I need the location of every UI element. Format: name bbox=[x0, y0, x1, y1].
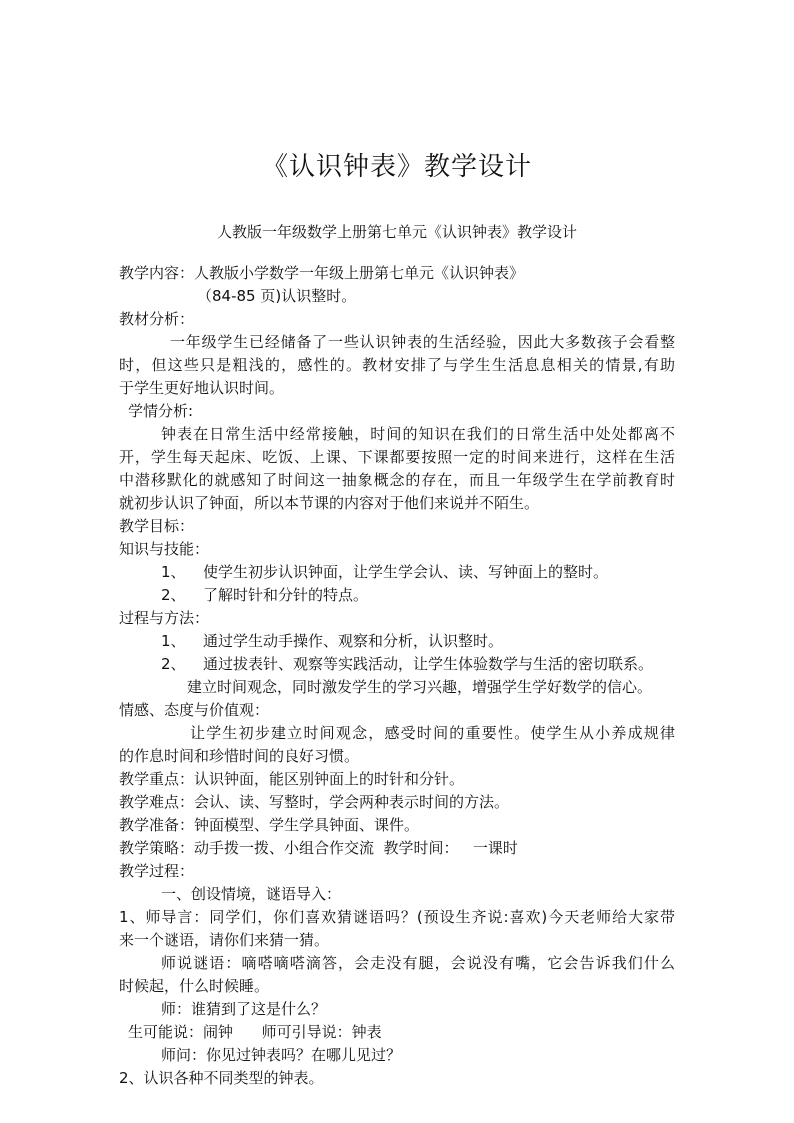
difficulties-line: 教学难点：会认、读、写整时，学会两种表示时间的方法。 bbox=[119, 793, 510, 811]
paragraph-line: 钟表在日常生活中经常接触，时间的知识在我们的日常生活中处处都离不 bbox=[161, 425, 675, 443]
list-item bbox=[161, 653, 721, 676]
strategy-line: 教学策略：动手拨一拨、小组合作交流 教学时间： 一课时 bbox=[119, 839, 518, 857]
paragraph-line: 时候起，什么时候睡。 bbox=[119, 977, 270, 995]
paragraph-line: 就初步认识了钟面，所以本节课的内容对于他们来说并不陌生。 bbox=[119, 494, 540, 512]
knowledge-skills-heading: 知识与技能： bbox=[119, 540, 210, 558]
paragraph-line: 中潜移默化的就感知了时间这一抽象概念的存在，而且一年级学生在学前教育时 bbox=[119, 471, 675, 489]
paragraph-line: 让学生初步建立时间观念，感受时间的重要性。使学生从小养成规律 bbox=[190, 724, 675, 742]
material-analysis-heading: 教材分析： bbox=[119, 310, 195, 328]
paragraph-line: 师说谜语：嘀嗒嘀嗒滴答，会走没有腿，会说没有嘴，它会告诉我们什么 bbox=[161, 954, 675, 972]
student-analysis-heading: 学情分析: bbox=[128, 402, 194, 420]
attitude-values-heading: 情感、态度与价值观： bbox=[119, 701, 270, 719]
list-item bbox=[161, 630, 721, 653]
paragraph-line: 开，学生每天起床、吃饭、上课、下课都要按照一定的时间来进行，这样在生活 bbox=[119, 448, 675, 466]
paragraph-line: 来一个谜语，请你们来猜一猜。 bbox=[119, 931, 330, 949]
paragraph-line: 一年级学生已经储备了一些认识钟表的生活经验，因此大多数孩子会看整 bbox=[170, 333, 675, 351]
section-heading: 一、创设情境，谜语导入： bbox=[161, 885, 342, 903]
paragraph-line: 1、师导言：同学们，你们喜欢猜谜语吗？(预设生齐说:喜欢)今天老师给大家带 bbox=[119, 908, 675, 926]
list-text: 通过学生动手操作、观察和分析，认识整时。 bbox=[203, 632, 504, 650]
process-methods-heading: 过程与方法： bbox=[119, 609, 210, 627]
paragraph-line: 时，但这些只是粗浅的，感性的。教材安排了与学生生活息息相关的情景,有助 bbox=[119, 356, 675, 374]
list-item bbox=[161, 584, 721, 607]
section-item: 2、认识各种不同类型的钟表。 bbox=[119, 1069, 324, 1087]
list-text: 通过拔表针、观察等实践活动，让学生体验数学与生活的密切联系。 bbox=[203, 655, 654, 673]
list-number: 1、 bbox=[161, 632, 186, 650]
objectives-heading: 教学目标： bbox=[119, 517, 195, 535]
preparation-line: 教学准备：钟面模型、学生学具钟面、课件。 bbox=[119, 816, 420, 834]
paragraph-line: 师：谁猜到了这是什么？ bbox=[161, 1000, 327, 1018]
document-subtitle: 人教版一年级数学上册第七单元《认识钟表》教学设计 bbox=[216, 223, 577, 241]
list-text: 使学生初步认识钟面，让学生学会认、读、写钟面上的整时。 bbox=[203, 563, 609, 581]
list-number: 2、 bbox=[161, 655, 186, 673]
document-title: 《认识钟表》教学设计 bbox=[261, 152, 532, 182]
teaching-content-line: 教学内容：人教版小学数学一年级上册第七单元《认识钟表》 bbox=[119, 264, 525, 282]
key-points-line: 教学重点：认识钟面，能区别钟面上的时针和分针。 bbox=[119, 770, 465, 788]
paragraph-line: 建立时间观念，同时激发学生的学习兴趣，增强学生学好数学的信心。 bbox=[187, 678, 653, 696]
teaching-content-pages: （84-85 页)认识整时。 bbox=[197, 287, 357, 305]
list-number: 2、 bbox=[161, 586, 186, 604]
paragraph-line: 的作息时间和珍惜时间的良好习惯。 bbox=[119, 747, 360, 765]
list-text: 了解时针和分针的特点。 bbox=[203, 586, 369, 604]
list-item bbox=[161, 561, 721, 584]
list-number: 1、 bbox=[161, 563, 186, 581]
paragraph-line: 师问：你见过钟表吗？在哪儿见过？ bbox=[161, 1046, 402, 1064]
process-heading: 教学过程： bbox=[119, 862, 195, 880]
paragraph-line: 于学生更好地认识时间。 bbox=[119, 379, 285, 397]
paragraph-line: 生可能说：闹钟 师可引导说：钟表 bbox=[128, 1023, 382, 1041]
